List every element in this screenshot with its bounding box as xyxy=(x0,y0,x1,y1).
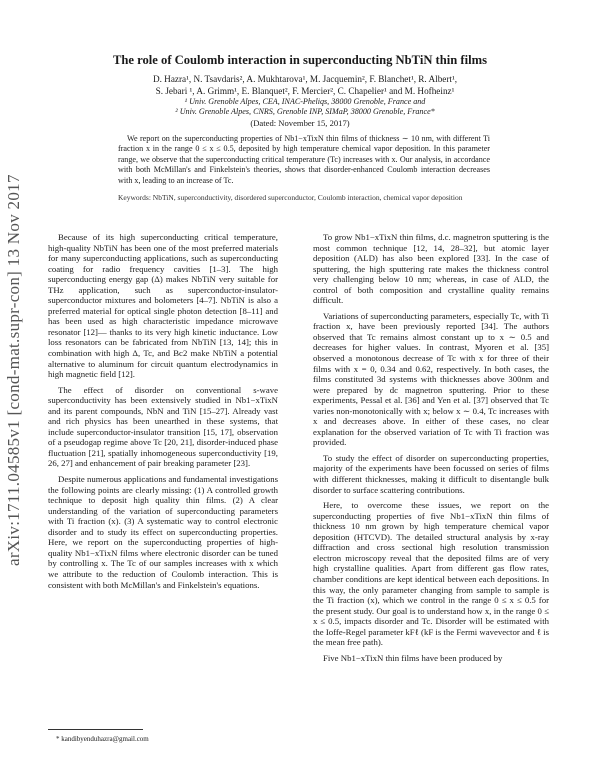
affiliations xyxy=(70,97,540,117)
paragraph: The effect of disorder on conventional s-wave superconductivity has been extensively studied in Nb1−xTixN and its parent compounds, NbN and TiN [15–27]. Already vast and rich physics has been unearthed in these systems, that include superconductor-insulator transition [15, 17], observation of a pseudogap regime above Tc [20, 21], disorder-induced phase fluctuation [21], spatially inhomogeneous superconductivity [19, 26, 27] and enhancement of pair breaking parameter [23]. xyxy=(48,384,278,469)
affiliation-1: ¹ Univ. Grenoble Alpes, CEA, INAC-Pheliqs, 38000 Grenoble, France and xyxy=(184,97,426,106)
date-line: (Dated: November 15, 2017) xyxy=(250,118,350,128)
paragraph: To study the effect of disorder on superconducting properties, majority of the experiments have been focussed on series of films with different thicknesses, making it difficult to disentangle bulk disorder to surface scattering contributions. xyxy=(313,452,549,495)
authors-line-2: S. Jebari ¹, A. Grimm¹, E. Blanquet², F. Mercier², C. Chapelier¹ and M. Hofheinz¹ xyxy=(155,86,455,96)
arxiv-identifier: arXiv:1711.04585v1 [cond-mat.supr-con] 13 Nov 2017 xyxy=(4,174,23,566)
left-column xyxy=(48,232,278,595)
affiliation-2: ² Univ. Grenoble Alpes, CNRS, Grenoble INP, SIMaP, 38000 Grenoble, France* xyxy=(175,107,435,116)
keywords: Keywords: NbTiN, superconductivity, disordered superconductor, Coulomb interaction, chemical vapor deposition xyxy=(118,193,463,202)
author-list xyxy=(70,73,540,97)
footnote-email: * kandibyenduhazra@gmail.com xyxy=(56,735,149,743)
footnote-rule xyxy=(48,729,143,730)
paragraph: Five Nb1−xTixN thin films have been produced by xyxy=(323,652,503,663)
paragraph: Because of its high superconducting critical temperature, high-quality NbTiN has been one of the most preferred materials for many superconducting applications, such as superconducting coating for radio frequency cavities [1–3]. The high superconducting energy gap (Δ) makes NbTiN very suitable for THz application, such as superconductor-insulator-superconductor mixtures and bolometers [4–7]. NbTiN is also a preferred material for optical single photon detection [8–11] and has been used as high characteristic impedance microwave resonator [12]— thanks to its very high kinetic inductance. Low loss resonators can be fabricated from NbTiN [13, 14]; this in combination with high Δ, Tc, and Bc2 make NbTiN a potential alternative to aluminum for circuit quantum electrodynamics in high magnetic field [12]. xyxy=(48,232,278,380)
paragraph: Despite numerous applications and fundamental investigations the following points are clearly missing: (1) A controlled growth technique to deposit high quality thin films. (2) A clear understanding of the variation of superconducting parameters with Ti fraction (x). (3) A systematic way to control electronic disorder and to study its effect on superconducting properties. Here, we report on the superconducting properties of high-quality Nb1−xTixN films where electronic disorder can be tuned by controlling x. The Tc of our samples increases with x which we attribute to the reduction of Coulomb interaction. This is consistent with both McMillan's and Finkelstein's equations. xyxy=(48,474,278,590)
paper-title: The role of Coulomb interaction in superconducting NbTiN thin films xyxy=(112,53,487,67)
paragraph: To grow Nb1−xTixN thin films, d.c. magnetron sputtering is the most common technique [12, 14, 28–32], but atomic layer deposition (ALD) has also been explored [33]. In the case of sputtering, the high sputtering rate makes the thickness control very challenging below 10 nm; whereas, in case of ALD, the control of both composition and crystalline quality remains difficult. xyxy=(313,232,549,306)
paragraph: Variations of superconducting parameters, especially Tc, with Ti fraction x, have been previously reported [34]. The authors observed that Tc remains almost constant up to x ∼ 0.5 and decreases for higher values. In contrast, Myoren et al. [35] observed a monotonous decrease of Tc with x for three of their films with x = 0, 0.34 and 0.62, respectively. In both cases, the films constituted 3d systems with thicknesses above 300nm and were prepared by dc magnetron sputtering. Prior to these experiments, Pessal et al. [36] and Yen et al. [37] observed that Tc varies non-monotonically with x; below x ∼ 0.4, Tc increases with x and decreases above. In either of these cases, no clear explanation for the observed variation of Tc with Ti fraction was provided. xyxy=(313,310,549,448)
abstract: We report on the superconducting properties of Nb1−xTixN thin films of thickness ∼ 10 nm, with different Ti fraction x in the range 0 ≤ x ≤ 0.5, deposited by high temperature chemical vapor deposition. In this parameter range, we observe that the superconducting critical temperature (Tc) increases with x. Our analysis, in accordance with both McMillan's and Finkelstein's theories, shows that disorder-enhanced Coulomb interaction decreases with x, leading to an increase of Tc. xyxy=(118,134,490,185)
paragraph: Here, to overcome these issues, we report on the superconducting properties of five Nb1−xTixN thin films of thickness 10 nm grown by high temperature chemical vapor deposition (HTCVD). The detailed structural analysis by x-ray diffraction and cross sectional high resolution transmission electron microscopy reveal that the deposited films are of very high crystalline qualities. Apart from different gas flow rates, chamber conditions are kept identical between each depositions. In this way, the only parameter changing from sample to sample is the Ti fraction (x), which we control in the range 0 ≤ x ≤ 0.5 for the present study. Our goal is to understand how x, in the range 0 ≤ x ≤ 0.5, impacts disorder and Tc. Disorder will be estimated with the Ioffe-Regel parameter kFℓ (kF is the Fermi wavevector and ℓ is the mean free path). xyxy=(313,500,549,648)
right-column xyxy=(313,232,549,668)
authors-line-1: D. Hazra¹, N. Tsavdaris², A. Mukhtarova¹, M. Jacquemin², F. Blanchet¹, R. Albert¹, xyxy=(152,74,458,84)
